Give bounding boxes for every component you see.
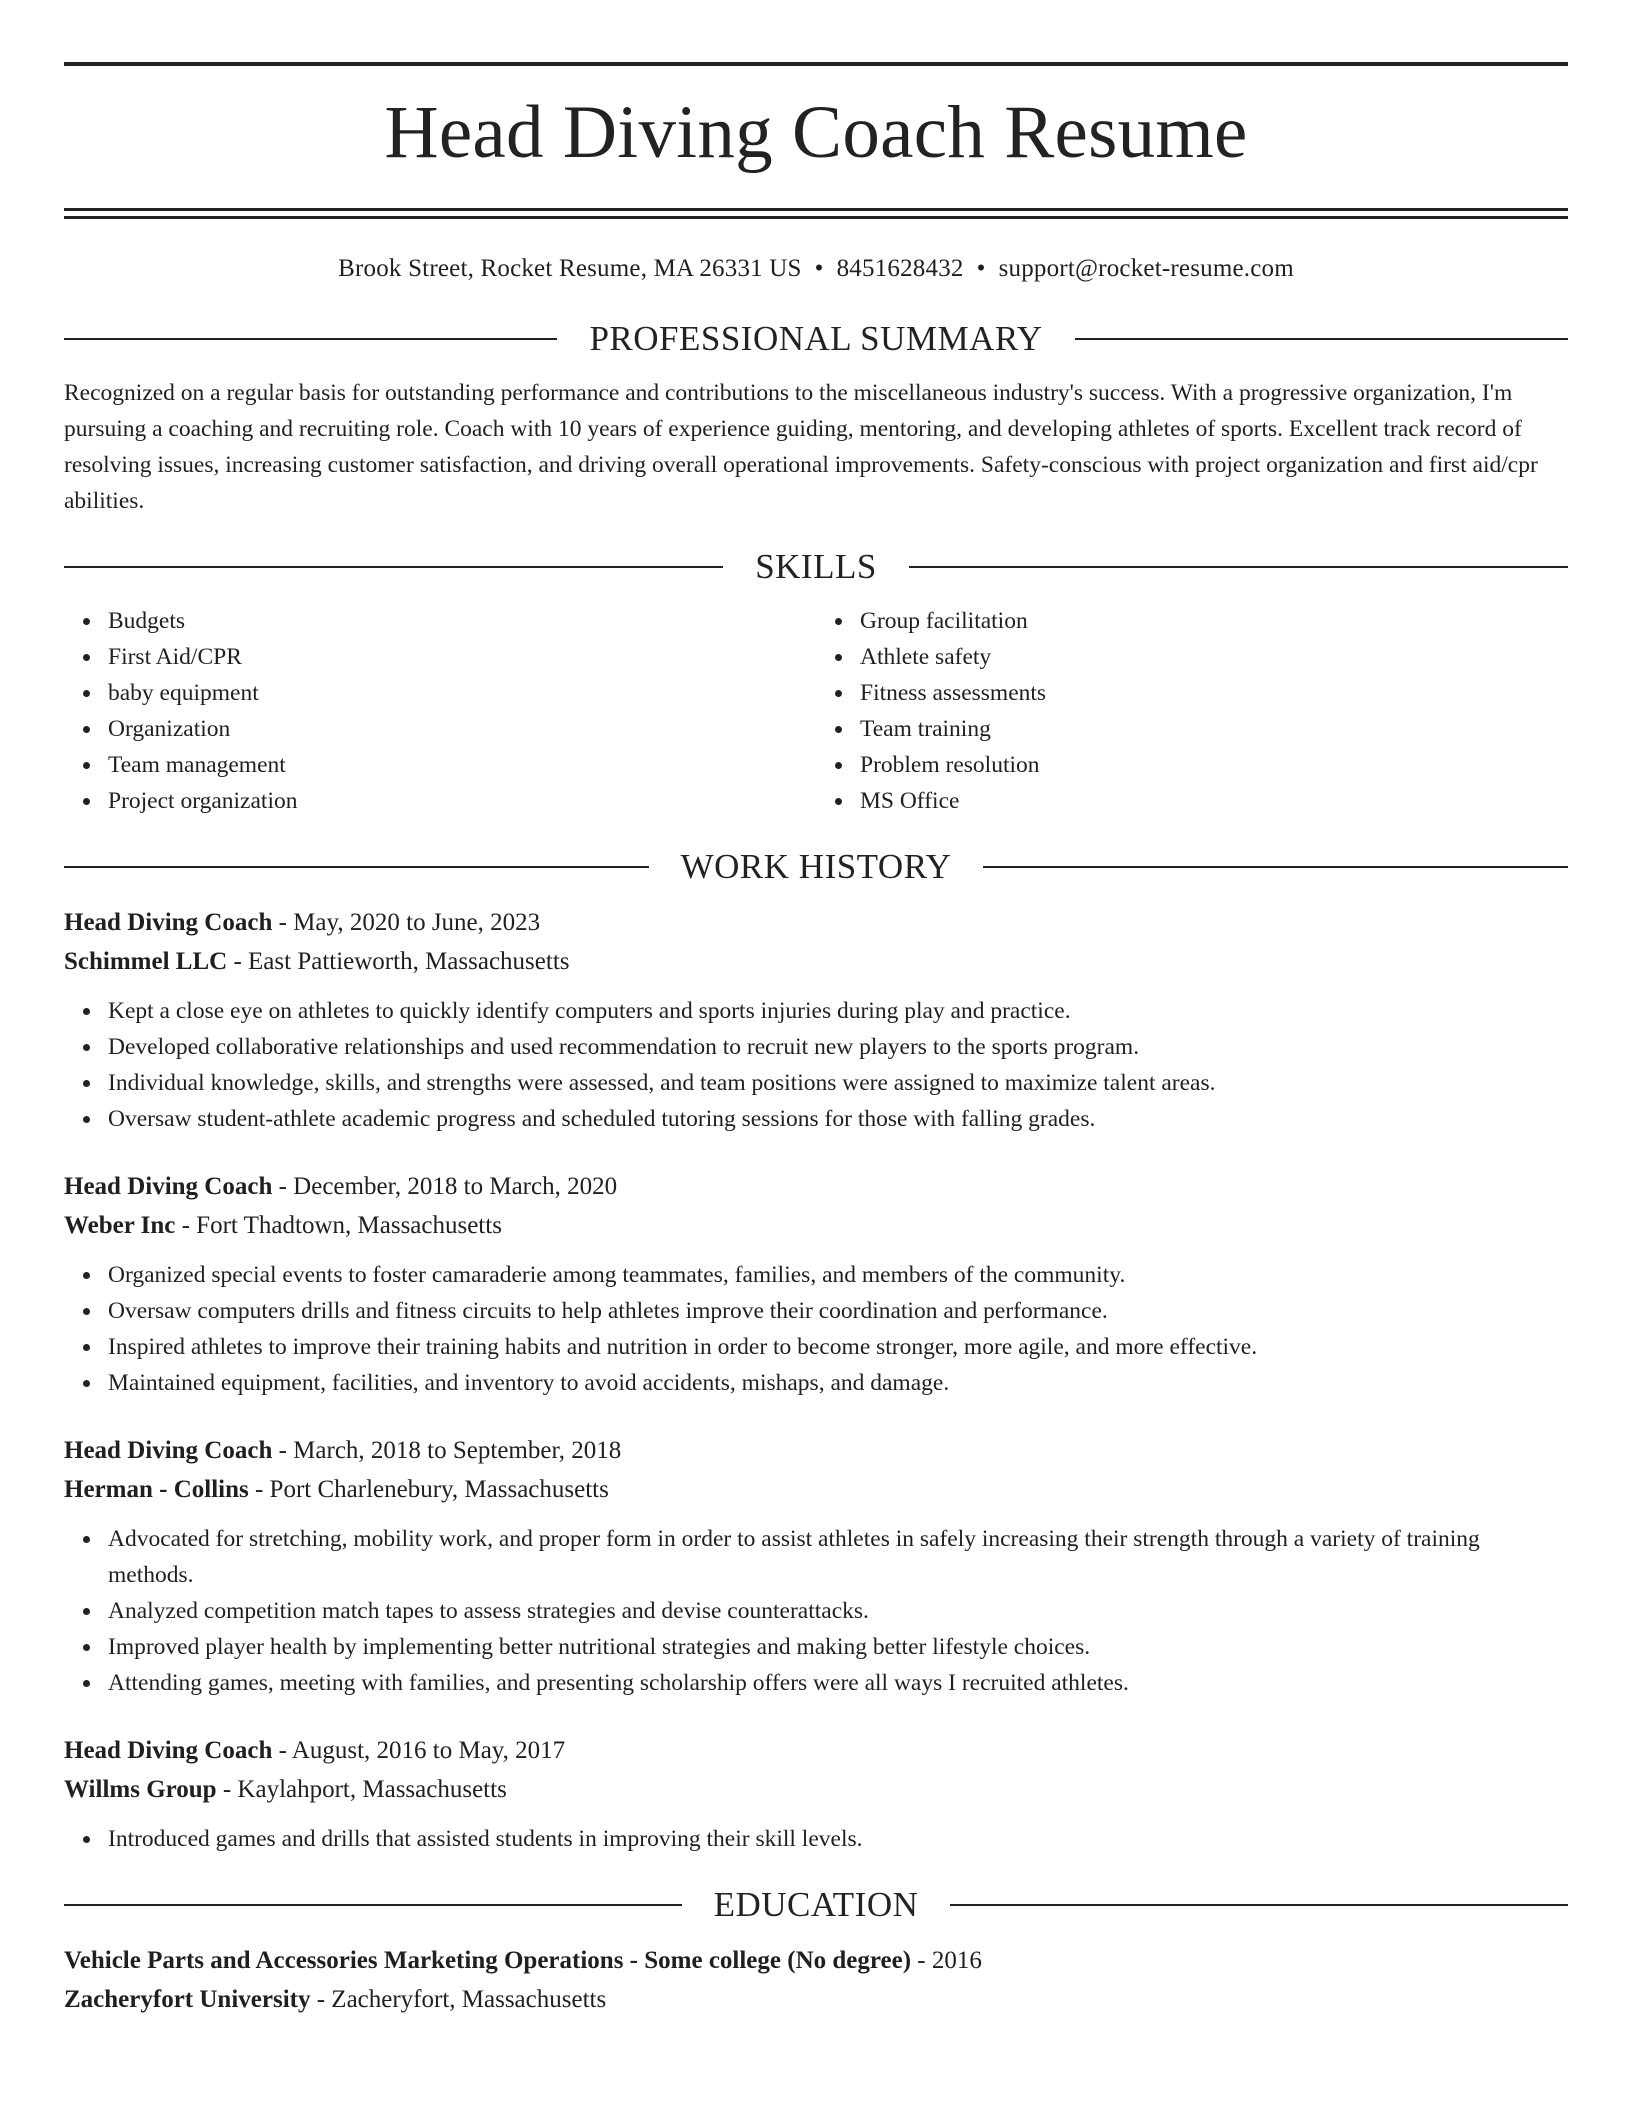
title-double-rule: [64, 208, 1568, 219]
education-entry: [64, 1941, 1568, 2019]
heading-rule: [64, 866, 649, 868]
job-company-line: [64, 942, 1568, 981]
job-title-line: [64, 1431, 1568, 1470]
job-title: Head Diving Coach: [64, 909, 273, 936]
job-dates: - December, 2018 to March, 2020: [272, 1173, 618, 1200]
job-bullet: Organized special events to foster camaraderie among teammates, families, and members of the community.: [108, 1257, 1568, 1293]
job-title: Head Diving Coach: [64, 1437, 273, 1464]
contact-line: [64, 255, 1568, 283]
job-company: Schimmel LLC: [64, 948, 228, 975]
job-bullet: Advocated for stretching, mobility work, and proper form in order to assist athletes in safely increasing their strength through a variety of training methods.: [108, 1521, 1568, 1593]
section-heading-skills: [64, 545, 1568, 589]
heading-rule: [950, 1904, 1568, 1906]
skill-item: Project organization: [108, 783, 816, 819]
job-bullet: Maintained equipment, facilities, and inventory to avoid accidents, mishaps, and damage.: [108, 1365, 1568, 1401]
job-title: Head Diving Coach: [64, 1737, 273, 1764]
job-entry: [64, 1731, 1568, 1857]
contact-phone: 8451628432: [836, 255, 964, 282]
section-heading-summary: [64, 317, 1568, 361]
section-title: WORK HISTORY: [680, 847, 952, 886]
job-location: - Port Charlenebury, Massachusetts: [248, 1476, 609, 1503]
contact-separator: •: [976, 255, 986, 282]
job-title: Head Diving Coach: [64, 1173, 273, 1200]
skill-item: First Aid/CPR: [108, 639, 816, 675]
job-bullets: [64, 1257, 1568, 1401]
job-location: - Fort Thadtown, Massachusetts: [175, 1212, 502, 1239]
education-year: - 2016: [911, 1947, 982, 1974]
job-dates: - May, 2020 to June, 2023: [272, 909, 541, 936]
job-bullet: Inspired athletes to improve their training habits and nutrition in order to become stronger, more agile, and more effective.: [108, 1329, 1568, 1365]
contact-email: support@rocket-resume.com: [998, 255, 1294, 282]
summary-text: Recognized on a regular basis for outstanding performance and contributions to the miscellaneous industry's success. With a progressive organization, I'm pursuing a coaching and recruiting role. Coach with 10 years of experience guiding, mentoring, and developing athletes of sports. Excellent track record of resolving issues, increasing customer satisfaction, and driving overall operational improvements. Safety-conscious with project organization and first aid/cpr abilities.: [64, 380, 1538, 514]
skill-item: Team management: [108, 747, 816, 783]
job-title-line: [64, 1167, 1568, 1206]
job-bullet: Developed collaborative relationships and used recommendation to recruit new players to the sports program.: [108, 1029, 1568, 1065]
job-bullet: Oversaw computers drills and fitness circuits to help athletes improve their coordination and performance.: [108, 1293, 1568, 1329]
skill-item: Problem resolution: [860, 747, 1568, 783]
skill-item: Athlete safety: [860, 639, 1568, 675]
job-dates: - August, 2016 to May, 2017: [272, 1737, 566, 1764]
heading-rule: [64, 338, 557, 340]
heading-rule: [909, 566, 1568, 568]
heading-rule: [64, 1904, 682, 1906]
skill-item: Budgets: [108, 603, 816, 639]
job-company-line: [64, 1206, 1568, 1245]
education-school-line: [64, 1980, 1568, 2019]
job-bullet: Oversaw student-athlete academic progress and scheduled tutoring sessions for those with falling grades.: [108, 1101, 1568, 1137]
job-company: Herman - Collins: [64, 1476, 249, 1503]
job-bullet: Kept a close eye on athletes to quickly identify computers and sports injuries during play and practice.: [108, 993, 1568, 1029]
education-degree-line: [64, 1941, 1568, 1980]
job-bullet: Individual knowledge, skills, and strengths were assessed, and team positions were assigned to maximize talent areas.: [108, 1065, 1568, 1101]
section-title: PROFESSIONAL SUMMARY: [589, 319, 1043, 358]
job-bullets: [64, 1821, 1568, 1857]
section-heading-education: [64, 1883, 1568, 1927]
education-school: Zacheryfort University: [64, 1986, 311, 2013]
heading-rule: [983, 866, 1568, 868]
contact-separator: •: [814, 255, 824, 282]
job-location: - Kaylahport, Massachusetts: [216, 1776, 507, 1803]
job-location: - East Pattieworth, Massachusetts: [227, 948, 570, 975]
job-entry: [64, 1431, 1568, 1701]
education-location: - Zacheryfort, Massachusetts: [310, 1986, 607, 2013]
page-title: Head Diving Coach Resume: [384, 91, 1248, 174]
job-bullet: Attending games, meeting with families, and presenting scholarship offers were all ways I recruited athletes.: [108, 1665, 1568, 1701]
job-entry: [64, 1167, 1568, 1401]
skills-column-left: [64, 603, 816, 819]
education-degree: Vehicle Parts and Accessories Marketing Operations - Some college (No degree): [64, 1947, 912, 1974]
job-bullets: [64, 993, 1568, 1137]
job-title-line: [64, 903, 1568, 942]
skill-item: MS Office: [860, 783, 1568, 819]
job-dates: - March, 2018 to September, 2018: [272, 1437, 622, 1464]
skill-item: Team training: [860, 711, 1568, 747]
skills-list: [64, 603, 1568, 819]
job-company-line: [64, 1770, 1568, 1809]
skill-item: baby equipment: [108, 675, 816, 711]
job-company: Willms Group: [64, 1776, 217, 1803]
skills-column-right: [816, 603, 1568, 819]
skill-item: Fitness assessments: [860, 675, 1568, 711]
job-bullet: Analyzed competition match tapes to assess strategies and devise counterattacks.: [108, 1593, 1568, 1629]
section-title: EDUCATION: [713, 1885, 919, 1924]
skill-item: Organization: [108, 711, 816, 747]
job-bullet: Introduced games and drills that assisted students in improving their skill levels.: [108, 1821, 1568, 1857]
job-entry: [64, 903, 1568, 1137]
top-rule: [64, 62, 1568, 66]
contact-address: Brook Street, Rocket Resume, MA 26331 US: [338, 255, 802, 282]
section-heading-work: [64, 845, 1568, 889]
heading-rule: [1075, 338, 1568, 340]
heading-rule: [64, 566, 723, 568]
skill-item: Group facilitation: [860, 603, 1568, 639]
job-bullet: Improved player health by implementing better nutritional strategies and making better lifestyle choices.: [108, 1629, 1568, 1665]
job-bullets: [64, 1521, 1568, 1701]
job-title-line: [64, 1731, 1568, 1770]
job-company-line: [64, 1470, 1568, 1509]
job-company: Weber Inc: [64, 1212, 176, 1239]
section-title: SKILLS: [755, 547, 877, 586]
